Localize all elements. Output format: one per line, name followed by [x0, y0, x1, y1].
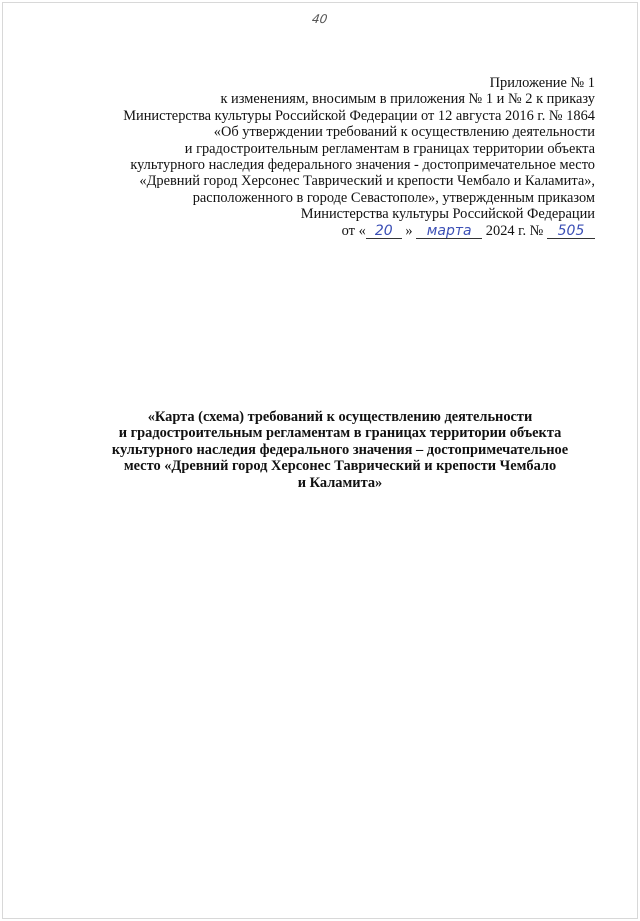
order-date-line — [123, 223, 595, 239]
header-line: Министерства культуры Российской Федерации от 12 августа 2016 г. № 1864 — [123, 107, 595, 124]
year-text: 2024 г. № — [485, 222, 544, 239]
handwritten-month: марта — [416, 225, 482, 239]
title-line: и градостроительным регламентам в границах территории объекта — [118, 425, 562, 442]
header-line: «Об утверждении требований к осуществлению деятельности — [213, 124, 595, 141]
header-line: культурного наследия федерального значения - достопримечательное место — [130, 157, 595, 174]
handwritten-day: 20 — [366, 225, 402, 239]
appendix-header — [123, 75, 595, 239]
header-line: Министерства культуры Российской Федерации — [300, 206, 595, 223]
title-line: «Карта (схема) требований к осуществлению деятельности — [147, 409, 533, 425]
document-title — [100, 409, 580, 491]
header-line: к изменениям, вносимым в приложения № 1 и № 2 к приказу — [220, 91, 595, 108]
handwritten-page-number: 40 — [311, 12, 329, 26]
header-line: Приложение № 1 — [489, 75, 595, 91]
title-line: место «Древний город Херсонес Таврический и крепости Чембало — [123, 458, 557, 475]
quote-close: » — [405, 222, 413, 239]
title-line: и Каламита» — [297, 474, 383, 491]
title-line: культурного наследия федерального значения – достопримечательное — [111, 441, 569, 458]
header-line: расположенного в городе Севастополе», утвержденным приказом — [192, 189, 595, 206]
handwritten-order-number: 505 — [547, 225, 595, 239]
date-prefix: от « — [341, 222, 366, 239]
header-line: и градостроительным регламентам в границах территории объекта — [184, 140, 595, 157]
header-line: «Древний город Херсонес Таврический и крепости Чембало и Каламита», — [139, 173, 595, 190]
